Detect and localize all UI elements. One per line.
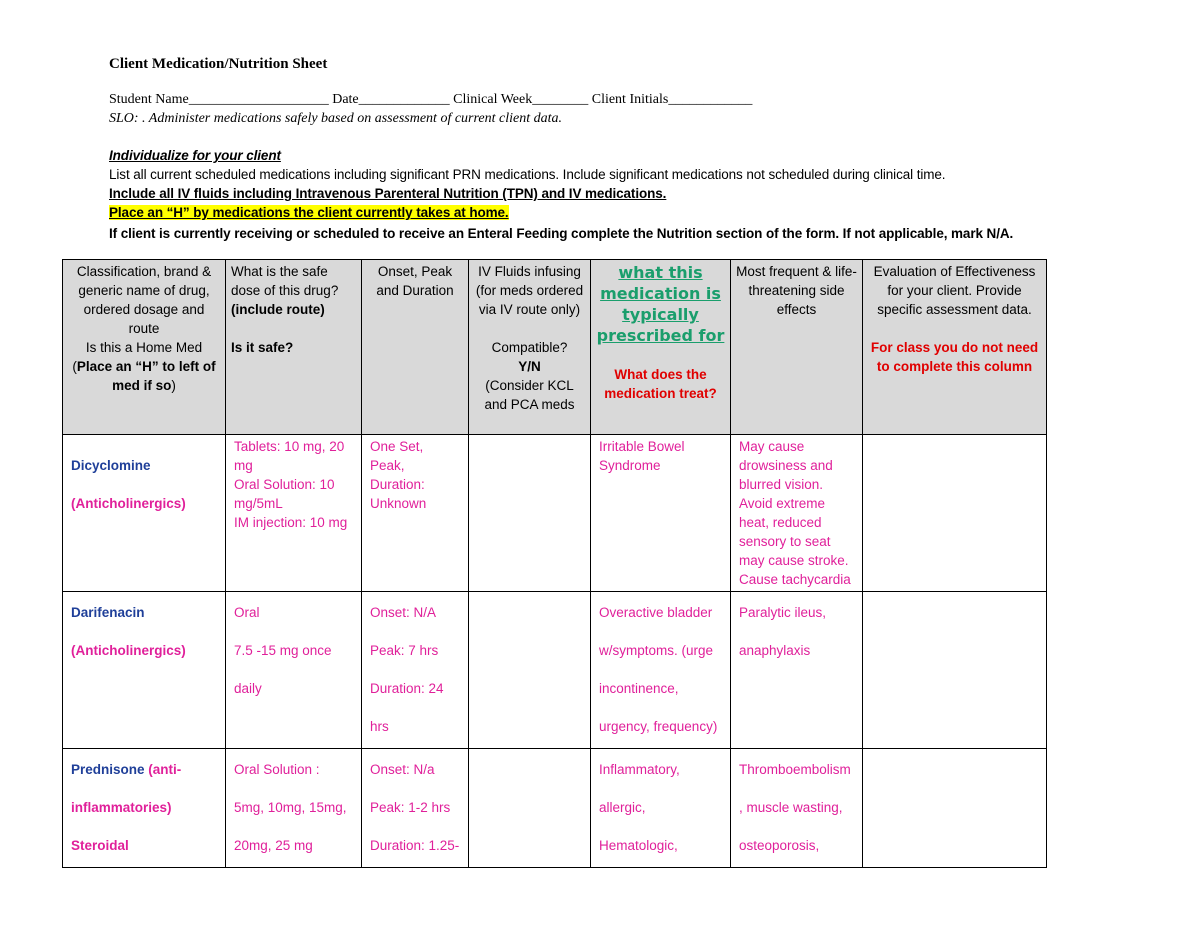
onset-cell: One Set, Peak, Duration: Unknown — [362, 435, 469, 592]
header-prescribed-for: what this medication is typically prescribed for What does the medication treat? — [591, 260, 731, 435]
table-row — [63, 749, 1047, 868]
instruction-line-4: If client is currently receiving or scheduled to receive an Enteral Feeding complete the Nutrition section of the form. If not applicable, mark N/A. — [109, 226, 1014, 241]
table-row — [63, 435, 1047, 592]
header-side-effects: Most frequent & life-threatening side effects — [731, 260, 863, 435]
header-onset-peak-duration: Onset, Peak and Duration — [362, 260, 469, 435]
medication-table — [62, 259, 1047, 868]
instruction-line-2: Include all IV fluids including Intravenous Parenteral Nutrition (TPN) and IV medications. — [109, 186, 667, 201]
iv-cell — [469, 592, 591, 749]
instruction-line-1: List all current scheduled medications including significant PRN medications. Include significant medications not scheduled during clinical time. — [109, 167, 946, 182]
header-classification: Classification, brand & generic name of drug, ordered dosage and route Is this a Home Med (Place an “H” to left of med if so) — [63, 260, 226, 435]
student-info-line: Student Name____________________ Date_____________ Clinical Week________ Client Initials____________ — [109, 92, 753, 107]
onset-cell: Onset: N/A Peak: 7 hrs Duration: 24 hrs — [362, 592, 469, 749]
instructions-heading: Individualize for your client — [109, 148, 281, 163]
table-row — [63, 592, 1047, 749]
side-effects-cell: May cause drowsiness and blurred vision. Avoid extreme heat, reduced sensory to seat may cause stroke. Cause tachycardia — [731, 435, 863, 592]
sheet-title: Client Medication/Nutrition Sheet — [109, 56, 328, 72]
drug-cell: Prednisone (anti- inflammatories) Steroidal — [63, 749, 226, 868]
dose-cell: Oral 7.5 -15 mg once daily — [226, 592, 362, 749]
drug-cell: Darifenacin (Anticholinergics) — [63, 592, 226, 749]
instruction-line-3-highlighted: Place an “H” by medications the client currently takes at home. — [109, 205, 509, 220]
drug-cell: Dicyclomine (Anticholinergics) — [63, 435, 226, 592]
dose-cell: Oral Solution : 5mg, 10mg, 15mg, 20mg, 25 mg — [226, 749, 362, 868]
side-effects-cell: Thromboembolism , muscle wasting, osteoporosis, — [731, 749, 863, 868]
evaluation-cell — [863, 435, 1047, 592]
side-effects-cell: Paralytic ileus, anaphylaxis — [731, 592, 863, 749]
treats-cell: Irritable Bowel Syndrome — [591, 435, 731, 592]
dose-cell: Tablets: 10 mg, 20 mg Oral Solution: 10 mg/5mL IM injection: 10 mg — [226, 435, 362, 592]
evaluation-cell — [863, 749, 1047, 868]
header-evaluation: Evaluation of Effectiveness for your client. Provide specific assessment data. For class you do not need to complete this column — [863, 260, 1047, 435]
header-safe-dose: What is the safe dose of this drug? (include route) Is it safe? — [226, 260, 362, 435]
table-header-row — [63, 260, 1047, 435]
slo-line: SLO: . Administer medications safely based on assessment of current client data. — [109, 111, 563, 126]
treats-cell: Overactive bladder w/symptoms. (urge incontinence, urgency, frequency) — [591, 592, 731, 749]
header-iv-fluids: IV Fluids infusing (for meds ordered via IV route only) Compatible? Y/N (Consider KCL and PCA meds — [469, 260, 591, 435]
onset-cell: Onset: N/a Peak: 1-2 hrs Duration: 1.25- — [362, 749, 469, 868]
iv-cell — [469, 435, 591, 592]
treats-cell: Inflammatory, allergic, Hematologic, — [591, 749, 731, 868]
evaluation-cell — [863, 592, 1047, 749]
iv-cell — [469, 749, 591, 868]
